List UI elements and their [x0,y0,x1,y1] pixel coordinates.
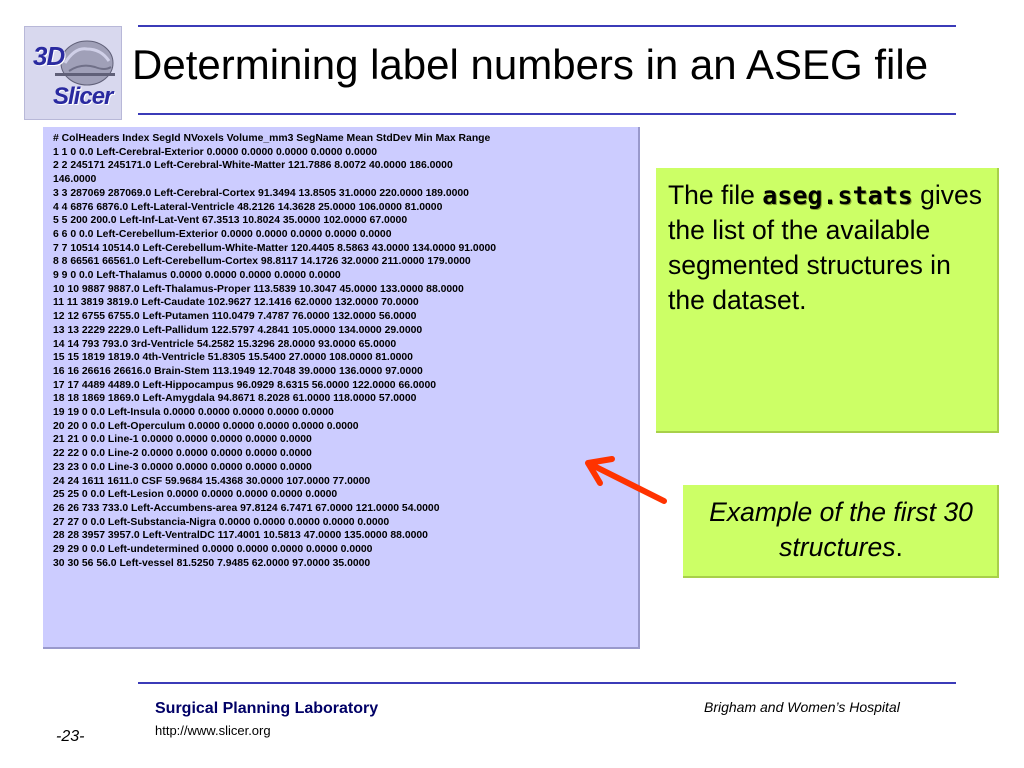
description-text [668,178,993,318]
title-top-rule [138,25,956,27]
stats-line: 8 8 66561 66561.0 Left-Cerebellum-Cortex 98.8117 14.1726 32.0000 211.0000 179.0000 [53,256,471,268]
stats-line: 22 22 0 0.0 Line-2 0.0000 0.0000 0.0000 0.0000 0.0000 [53,448,312,460]
stats-filename: aseg.stats [762,181,913,210]
stats-line: 5 5 200 200.0 Left-Inf-Lat-Vent 67.3513 10.8024 35.0000 102.0000 67.0000 [53,215,408,227]
stats-line: 11 11 3819 3819.0 Left-Caudate 102.9627 12.1416 62.0000 132.0000 70.0000 [53,297,419,309]
stats-line: 146.0000 [53,174,97,186]
footer-rule [138,682,956,684]
stats-line: 16 16 26616 26616.0 Brain-Stem 113.1949 12.7048 39.0000 136.0000 97.0000 [53,365,423,377]
stats-line: 21 21 0 0.0 Line-1 0.0000 0.0000 0.0000 0.0000 0.0000 [53,434,312,446]
stats-line: 12 12 6755 6755.0 Left-Putamen 110.0479 7.4787 76.0000 132.0000 56.0000 [53,311,417,323]
stats-line: 29 29 0 0.0 Left-undetermined 0.0000 0.0000 0.0000 0.0000 0.0000 [53,544,373,556]
stats-line: 27 27 0 0.0 Left-Substancia-Nigra 0.0000 0.0000 0.0000 0.0000 0.0000 [53,516,390,528]
3d-slicer-logo [24,26,122,120]
stats-line: 23 23 0 0.0 Line-3 0.0000 0.0000 0.0000 0.0000 0.0000 [53,461,312,473]
example-end: . [895,532,903,562]
aseg-stats-listing [43,127,640,649]
description-callout [656,168,999,433]
example-main: Example of the first 30 structures [709,497,973,562]
aseg-stats-text [53,132,635,571]
stats-line: 13 13 2229 2229.0 Left-Pallidum 122.5797 4.2841 105.0000 134.0000 29.0000 [53,324,423,336]
description-suffix: gives the list of the available segmented structures in the dataset. [668,180,983,315]
logo-3d-text: 3D [33,41,65,71]
page-number: -23- [56,728,85,745]
example-text [683,495,999,565]
stats-line: 25 25 0 0.0 Left-Lesion 0.0000 0.0000 0.0000 0.0000 0.0000 [53,489,338,501]
example-callout [683,485,999,578]
stats-line: 6 6 0 0.0 Left-Cerebellum-Exterior 0.0000 0.0000 0.0000 0.0000 0.0000 [53,228,392,240]
stats-line: 17 17 4489 4489.0 Left-Hippocampus 96.0929 8.6315 56.0000 122.0000 66.0000 [53,379,436,391]
stats-line: 18 18 1869 1869.0 Left-Amygdala 94.8671 8.2028 61.0000 118.0000 57.0000 [53,393,417,405]
description-prefix: The file [668,180,763,210]
hospital-name: Brigham and Women’s Hospital [704,699,900,715]
stats-line: 20 20 0 0.0 Left-Operculum 0.0000 0.0000 0.0000 0.0000 0.0000 [53,420,359,432]
stats-line: 1 1 0 0.0 Left-Cerebral-Exterior 0.0000 0.0000 0.0000 0.0000 0.0000 [53,146,378,158]
title-bottom-rule [138,113,956,115]
lab-name: Surgical Planning Laboratory [155,700,379,717]
stats-line: 30 30 56 56.0 Left-vessel 81.5250 7.9485 62.0000 97.0000 35.0000 [53,557,371,569]
stats-line: 24 24 1611 1611.0 CSF 59.9684 15.4368 30.0000 107.0000 77.0000 [53,475,371,487]
lab-url: http://www.slicer.org [155,723,271,738]
stats-line: 19 19 0 0.0 Left-Insula 0.0000 0.0000 0.0000 0.0000 0.0000 [53,407,334,419]
stats-line: 14 14 793 793.0 3rd-Ventricle 54.2582 15.3296 28.0000 93.0000 65.0000 [53,338,397,350]
stats-line: 2 2 245171 245171.0 Left-Cerebral-White-Matter 121.7886 8.0072 40.0000 186.0000 [53,160,453,172]
stats-line: # ColHeaders Index SegId NVoxels Volume_mm3 SegName Mean StdDev Min Max Range [53,133,491,144]
stats-line: 4 4 6876 6876.0 Left-Lateral-Ventricle 48.2126 14.3628 25.0000 106.0000 81.0000 [53,201,443,213]
logo-slicer-text: Slicer [53,83,113,110]
stats-line: 7 7 10514 10514.0 Left-Cerebellum-White-Matter 120.4405 8.5863 43.0000 134.0000 91.0000 [53,242,497,254]
stats-line: 10 10 9887 9887.0 Left-Thalamus-Proper 113.5839 10.3047 45.0000 133.0000 88.0000 [53,283,464,295]
stats-line: 15 15 1819 1819.0 4th-Ventricle 51.8305 15.5400 27.0000 108.0000 81.0000 [53,352,413,364]
arrow-pointing-left-icon [578,455,674,509]
slide-title: Determining label numbers in an ASEG file [132,41,929,88]
stats-line: 9 9 0 0.0 Left-Thalamus 0.0000 0.0000 0.0000 0.0000 0.0000 [53,270,341,282]
stats-line: 28 28 3957 3957.0 Left-VentralDC 117.4001 10.5813 47.0000 135.0000 88.0000 [53,530,428,542]
stats-line: 26 26 733 733.0 Left-Accumbens-area 97.8124 6.7471 67.0000 121.0000 54.0000 [53,502,440,514]
stats-line: 3 3 287069 287069.0 Left-Cerebral-Cortex 91.3494 13.8505 31.0000 220.0000 189.0000 [53,187,469,199]
